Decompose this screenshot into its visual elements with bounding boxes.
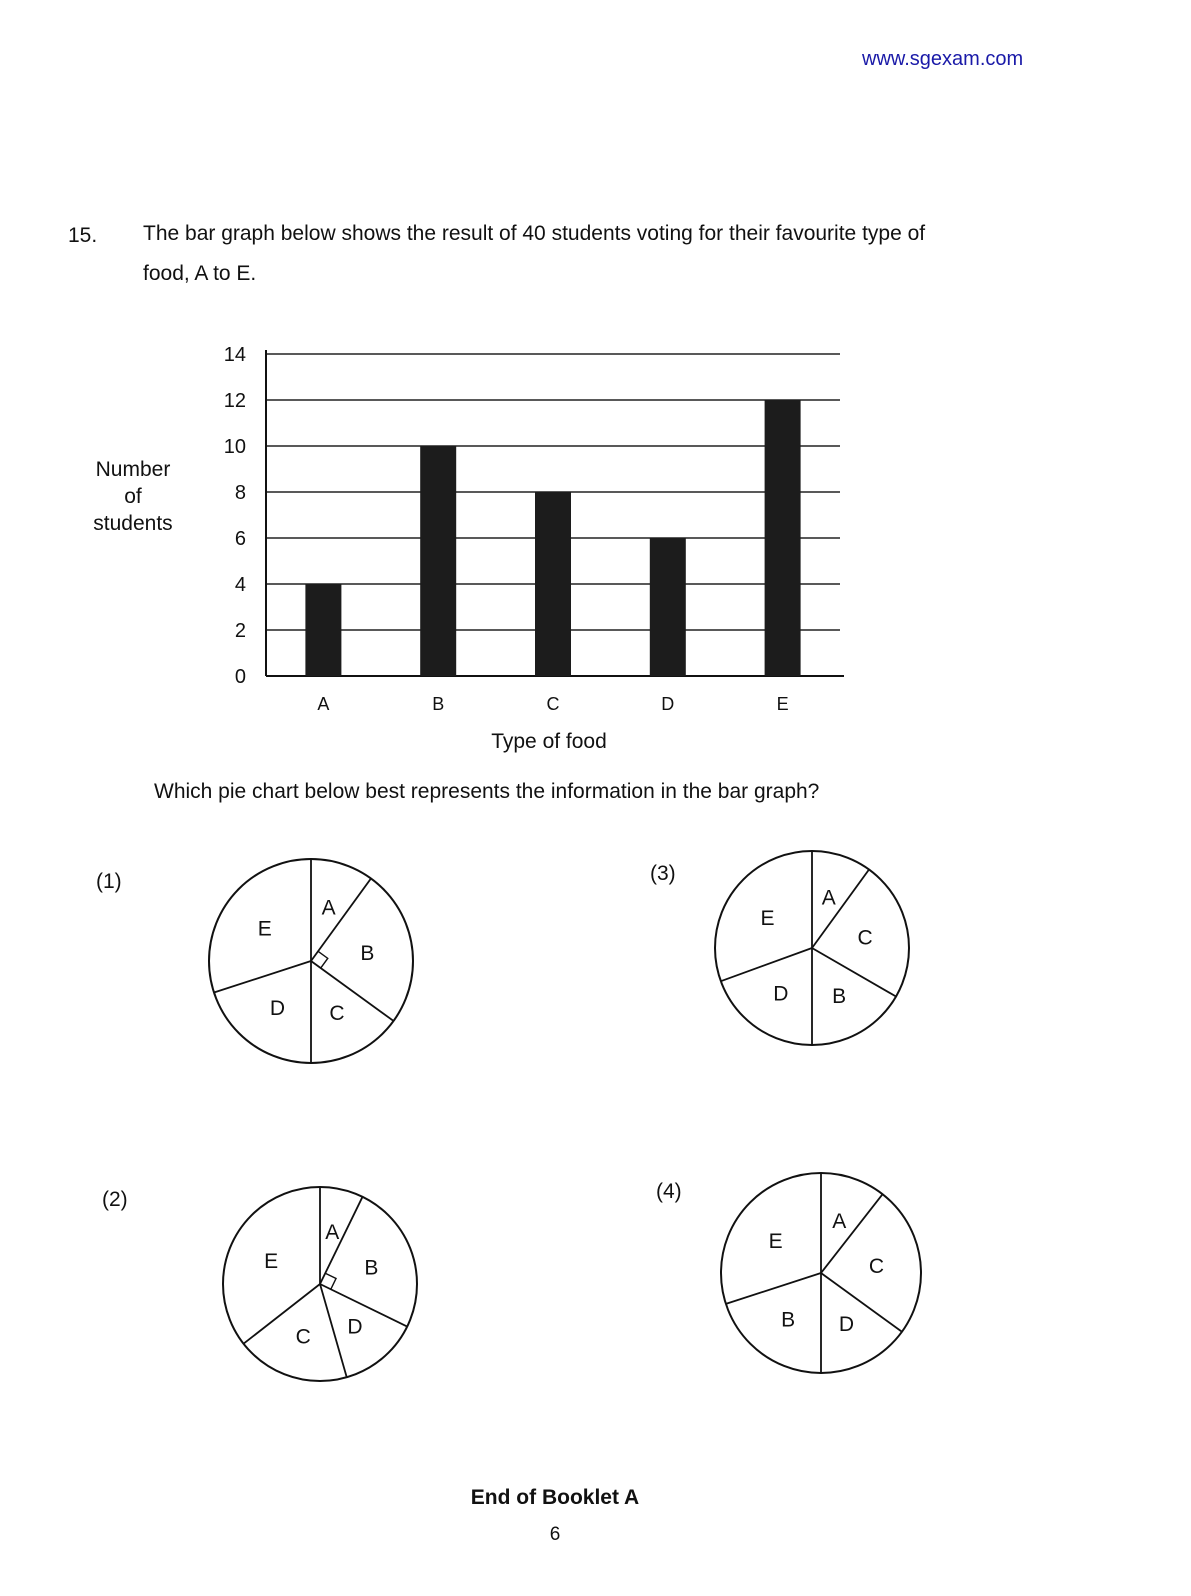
y-axis-label-line: students	[93, 512, 173, 535]
pie-slice-label-A: A	[832, 1210, 847, 1234]
pie-chart-option-1[interactable]	[206, 856, 416, 1066]
x-axis-label: Type of food	[491, 730, 607, 753]
x-tick-label: B	[432, 694, 445, 714]
y-tick-label: 0	[234, 666, 246, 688]
bar-B	[420, 446, 456, 676]
pie-slice-label-C: C	[295, 1325, 311, 1349]
pie-slice-label-C: C	[329, 1001, 345, 1025]
pie-chart-option-4[interactable]	[718, 1170, 924, 1376]
x-tick-label: C	[546, 694, 560, 714]
y-tick-label: 6	[234, 528, 246, 550]
question-text: The bar graph below shows the result of 40 students voting for their favourite type of food, A to E.	[143, 222, 926, 285]
pie-slice-label-E: E	[264, 1250, 279, 1274]
question-prompt: Which pie chart below best represents the information in the bar graph?	[154, 780, 820, 803]
y-axis-label	[78, 456, 188, 537]
y-tick-label: 2	[234, 620, 246, 642]
bar-chart	[200, 340, 860, 760]
end-of-booklet: End of Booklet A	[470, 1486, 640, 1509]
y-tick-label: 4	[234, 574, 246, 596]
pie-slice-label-A: A	[325, 1221, 340, 1245]
option-2-label: (2)	[102, 1188, 128, 1211]
option-4-label: (4)	[656, 1180, 682, 1203]
pie-slice-label-D: D	[838, 1312, 855, 1336]
website-url: www.sgexam.com	[862, 48, 1024, 70]
pie-slice-label-D: D	[347, 1315, 363, 1339]
x-tick-label: D	[661, 694, 675, 714]
pie-slice-label-C: C	[857, 926, 873, 950]
pie-slice-label-E: E	[257, 917, 272, 941]
question-number: 15.	[68, 224, 98, 247]
option-1-label: (1)	[96, 870, 122, 893]
x-tick-label: E	[776, 694, 789, 714]
page-number: 6	[549, 1524, 561, 1545]
pie-slice-label-A: A	[321, 896, 336, 920]
bar-A	[305, 584, 341, 676]
pie-slice-label-C: C	[868, 1255, 885, 1279]
pie-slice-label-E: E	[760, 906, 775, 930]
bar-C	[535, 492, 571, 676]
y-tick-label: 10	[223, 436, 246, 458]
bar-D	[650, 538, 686, 676]
pie-slice-label-E: E	[768, 1230, 783, 1254]
pie-chart-option-3[interactable]	[712, 848, 912, 1048]
y-tick-label: 14	[223, 344, 246, 366]
pie-slice-label-A: A	[821, 886, 836, 910]
pie-slice-label-B: B	[364, 1256, 379, 1280]
pie-slice-label-B: B	[781, 1308, 796, 1332]
option-3-label: (3)	[650, 862, 676, 885]
pie-chart-option-2[interactable]	[220, 1184, 420, 1384]
pie-slice-label-D: D	[269, 997, 286, 1021]
pie-slice-label-D: D	[773, 982, 789, 1006]
pie-slice-label-B: B	[832, 985, 847, 1009]
y-axis-label-line: of	[124, 485, 142, 508]
bar-E	[765, 400, 801, 676]
pie-slice-label-B: B	[360, 942, 375, 966]
y-tick-label: 12	[223, 390, 246, 412]
y-tick-label: 8	[234, 482, 246, 504]
x-tick-label: A	[317, 694, 330, 714]
y-axis-label-line: Number	[95, 458, 171, 481]
